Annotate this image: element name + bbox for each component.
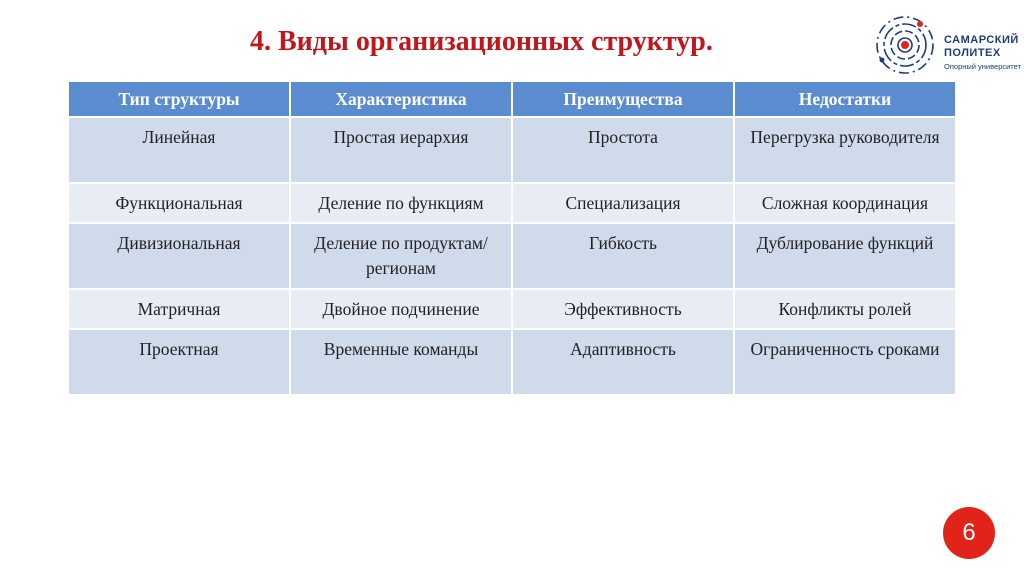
table-cell: Эффективность — [512, 289, 734, 329]
column-header: Недостатки — [734, 82, 955, 117]
table-cell: Ограниченность сроками — [734, 329, 955, 395]
table-cell: Временные команды — [290, 329, 512, 395]
page-number-badge: 6 — [943, 507, 995, 559]
table-cell: Специализация — [512, 183, 734, 223]
table-row — [69, 183, 955, 223]
logo-emblem-icon — [872, 8, 942, 82]
table-row — [69, 117, 955, 183]
org-structures-table — [69, 82, 955, 396]
logo-text-line1: САМАРСКИЙ — [944, 34, 1019, 46]
table-row — [69, 329, 955, 395]
column-header: Тип структуры — [69, 82, 290, 117]
table-row — [69, 223, 955, 289]
table-cell: Гибкость — [512, 223, 734, 289]
logo-text-line2: ПОЛИТЕХ — [944, 47, 1001, 59]
table-cell: Дивизиональная — [69, 223, 290, 289]
table-cell: Деление по продуктам/регионам — [290, 223, 512, 289]
table-header-row — [69, 82, 955, 117]
table-cell: Перегрузка руководителя — [734, 117, 955, 183]
column-header: Преимущества — [512, 82, 734, 117]
table-cell: Деление по функциям — [290, 183, 512, 223]
table-cell: Линейная — [69, 117, 290, 183]
table-cell: Матричная — [69, 289, 290, 329]
university-logo — [872, 8, 1022, 82]
column-header: Характеристика — [290, 82, 512, 117]
table-cell: Двойное подчинение — [290, 289, 512, 329]
table-cell: Сложная координация — [734, 183, 955, 223]
table-cell: Проектная — [69, 329, 290, 395]
slide-title: 4. Виды организационных структур. — [250, 26, 713, 57]
logo-text-line3: Опорный университет — [944, 62, 1022, 71]
table-cell: Конфликты ролей — [734, 289, 955, 329]
table-cell: Функциональная — [69, 183, 290, 223]
table-cell: Дублирование функций — [734, 223, 955, 289]
table-row — [69, 289, 955, 329]
table-cell: Простая иерархия — [290, 117, 512, 183]
table-cell: Адаптивность — [512, 329, 734, 395]
table-cell: Простота — [512, 117, 734, 183]
